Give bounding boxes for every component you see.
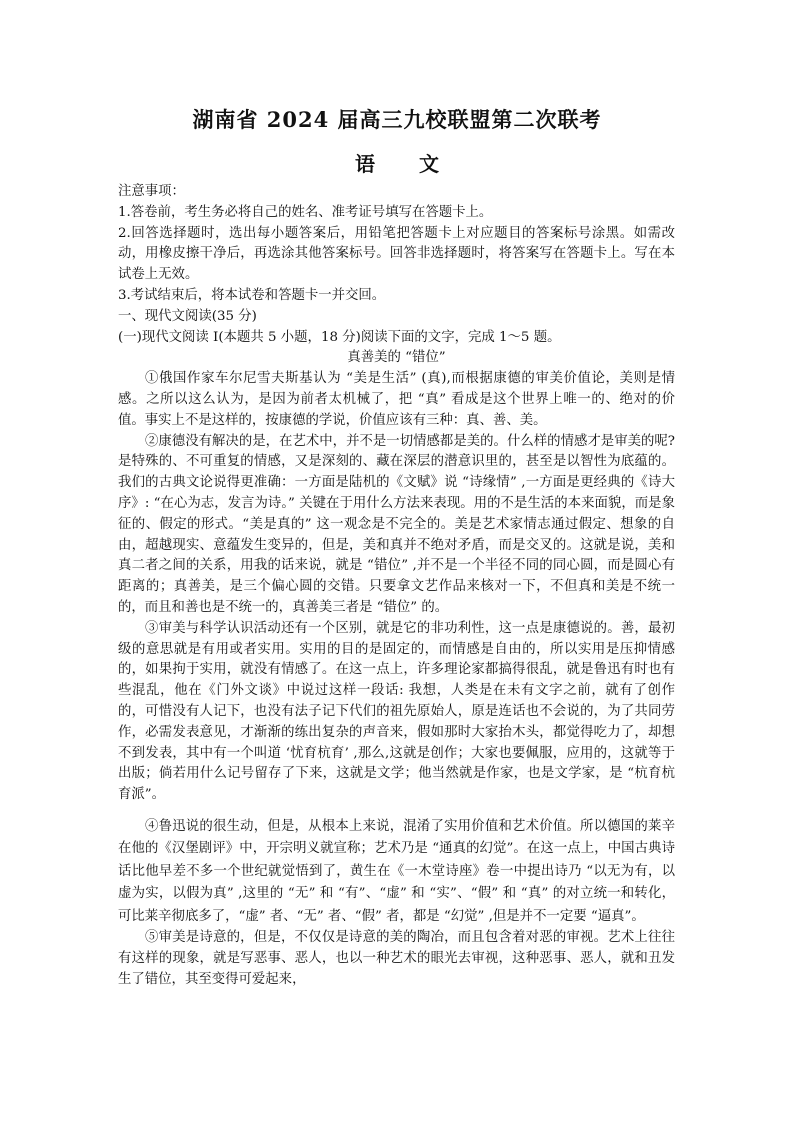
page-body bbox=[118, 182, 675, 991]
article-paragraph: ④鲁迅说的很生动，但是，从根本上来说，混淆了实用价值和艺术价值。所以德国的莱辛在他的《汉堡剧评》中，开宗明义就宣称；艺术乃是 “通真的幻觉”。在这一点上，中国古典诗话比他早差不多一个世纪就觉悟到了，黄生在《一木堂诗座》卷一中提出诗乃 “以无为有，以虚为实，以假为真” ,这里的 “无” 和 “有”、“虚” 和 “实”、“假” 和 “真” 的对立统一和转化，可比莱辛彻底多了，“虚” 者、“无” 者、“假” 者，都是 “幻觉” ,但是并不一定要 “逼真”。 bbox=[118, 818, 675, 924]
subject-heading bbox=[0, 148, 794, 177]
article-paragraph: ③审美与科学认识活动还有一个区别，就是它的非功利性，这一点是康德说的。善，最初级的意思就是有用或者实用。实用的目的是固定的，而情感是自由的，所以实用是压抑情感的，如果拘于实用，就没有情感了。在这一点上，许多理论家都搞得很乱，就是鲁迅有时也有些混乱，他在《门外文谈》中说过这样一段话: 我想，人类是在未有文字之前，就有了创作的，可惜没有人记下，也没有法子记下代们的祖先原始人，原是连话也不会说的，为了共同劳作，必需发表意见，才渐渐的练出复杂的声音来，假如那时大家抬木头，都觉得吃力了，却想不到发表，其中有一个叫道 ‘忧育杭育’ ,那么,这就是创作；大家也要佩服，应用的，这就等于出版；倘若用什么记号留存了下来，这就是文学；他当然就是作家，也是文学家，是 “杭育杭育派”。 bbox=[118, 620, 675, 803]
subject-char-right: 文 bbox=[419, 152, 439, 176]
notice-item: 2.回答选择题时，选出每小题答案后，用铅笔把答题卡上对应题目的答案标号涂黑。如需改动，用橡皮擦干净后，再选涂其他答案标号。回答非选择题时，将答案写在答题卡上。写在本试卷上无效。 bbox=[118, 225, 675, 283]
exam-title: 湖南省 2024 届高三九校联盟第二次联考 bbox=[192, 107, 602, 132]
article-paragraph: ②康德没有解决的是，在艺术中，并不是一切情感都是美的。什么样的情感才是审美的呢?是特殊的、不可重复的情感，又是深刻的、藏在深层的潜意识里的，甚至是以智性为底蕴的。我们的古典文论说得更准确：一方面是陆机的《文赋》说 “诗缘情” ,一方面是更经典的《诗大序》: “在心为志，发言为诗。” 关键在于用什么方法来表现。用的不是生活的本来面貌，而是象征的、假定的形式。“美是真的” 这一观念是不完全的。美是艺术家情志通过假定、想象的自由，超越现实、意蕴发生变异的，但是，美和真并不绝对矛盾，而是交叉的。这就是说，美和真二者之间的关系，用我的话来说，就是 “错位” ,并不是一个半径不同的同心圆，而是圆心有距离的；真善美，是三个偏心圆的交错。只要拿文艺作品来核对一下，不但真和美是不统一的，而且和善也是不统一的，真善美三者是 “错位” 的。 bbox=[118, 433, 675, 615]
subject-char-left: 语 bbox=[355, 152, 375, 176]
article-title: 真善美的 “错位” bbox=[347, 350, 446, 366]
notice-item: 3.考试结束后，将本试卷和答题卡一并交回。 bbox=[118, 287, 386, 303]
section-heading: 一、现代文阅读(35 分) bbox=[118, 308, 257, 324]
notice-item: 1.答卷前，考生务必将自己的姓名、准考证号填写在答题卡上。 bbox=[118, 204, 493, 220]
notice-heading: 注意事项： bbox=[118, 184, 185, 199]
article-paragraph: ①俄国作家车尔尼雪夫斯基认为 “美是生活” (真),而根据康德的审美价值论，美则是情感。之所以这么认为，是因为前者太机械了，把 “真” 看成是这个世界上唯一的、绝对的价值。事实上不是这样的，按康德的学说，价值应该有三种：真、善、美。 bbox=[118, 371, 675, 428]
article-paragraph: ⑤审美是诗意的，但是，不仅仅是诗意的美的陶冶，而且包含着对恶的审视。艺术上往往有这样的现象，就是写恶事、恶人，也以一种艺术的眼光去审视，这种恶事、恶人，就和丑发生了错位，其至变得可爱起来， bbox=[118, 930, 675, 987]
section-subheading: (一)现代文阅读 I(本题共 5 小题，18 分)阅读下面的文字，完成 1～5 题。 bbox=[118, 329, 561, 345]
